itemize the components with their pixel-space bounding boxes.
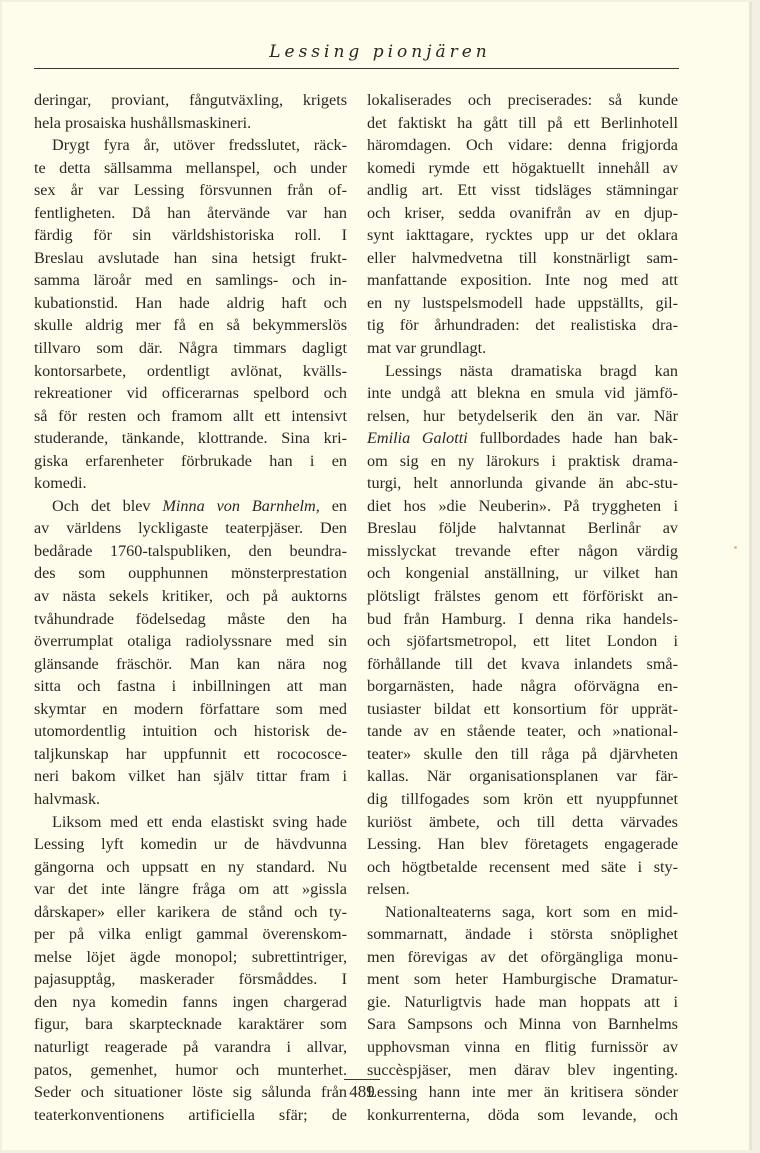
- text-line: häromdagen. Och vidare: denna frigjorda: [367, 136, 678, 155]
- text-line: misslyckat trevande efter någon värdig: [367, 541, 678, 560]
- text-line: teater» skulle den till råga på djärvheten: [367, 744, 678, 763]
- text-line: turgi, helt annorlunda givande än abc-stu-: [367, 474, 678, 493]
- text-line: studerande, tänkande, klottrande. Sina kri-: [34, 429, 347, 448]
- text-line: skulle aldrig mer få en så bekymmerslös: [34, 316, 347, 335]
- work-title: Emilia Galotti: [367, 429, 468, 448]
- text-line: Liksom med ett enda elastiskt sving hade: [52, 812, 347, 831]
- text-line: inte undgå att blekna en smula vid jämfö-: [367, 384, 678, 403]
- text-line: per på vilka enligt gammal överenskom-: [34, 925, 347, 944]
- text-line: naturligt reagerade på varandra i allvar,: [34, 1037, 347, 1056]
- text-line: kontorsarbete, ordentligt avlönat, kvälls-: [34, 361, 347, 380]
- text-line: bedårade 1760-talspubliken, den beundra-: [34, 541, 347, 560]
- text-line: neri bakom vilket han själv tittar fram i: [34, 767, 347, 786]
- text-line: Breslau avslutade han sina hetsigt frukt-: [34, 248, 347, 267]
- text-line: komedi rymde ett högaktuellt innehåll av: [367, 158, 678, 177]
- text-line: av världens lyckligaste teaterpjäser. Den: [34, 519, 347, 538]
- text-line: figur, bara skarptecknade karaktärer som: [34, 1015, 347, 1034]
- paper-speck: [734, 546, 737, 549]
- text-line: Breslau följde halvtannat Berlinår av: [367, 519, 678, 538]
- text-line: tig för århundraden: det realistiska dra-: [367, 316, 678, 335]
- text-line: samma läroår med en samlings- och in-: [34, 271, 347, 290]
- text-line: pajasupptåg, maskerader försmåddes. I: [34, 970, 347, 989]
- text-line: Nationalteaterns saga, kort som en mid-: [385, 902, 678, 921]
- text-line: relsen, hur betydelserik den än var. När: [367, 406, 678, 425]
- text-line: tande av en stående teater, och »national-: [367, 722, 678, 741]
- text-line: om sig en ny lärokurs i praktisk drama-: [367, 451, 678, 470]
- text-line: diet hos »die Neuberin». På tryggheten i: [367, 496, 678, 515]
- text-line: synt iakttagare, rycktes upp ur det oklara: [367, 226, 678, 245]
- text-line: Emilia Galotti fullbordades hade han bak-: [367, 429, 678, 448]
- text-line: överrumplat otaliga radiolyssnare med sin: [34, 632, 347, 651]
- text-line: och kongenial anställning, ur vilket han: [367, 564, 678, 583]
- text-line: sitta och fastna i inbillningen att man: [34, 677, 347, 696]
- text-line: Lessing. Han blev företagets engagerade: [367, 835, 678, 854]
- text-line: patos, gemenhet, humor och munterhet.: [34, 1060, 347, 1079]
- text-line: kuriöst ämbete, och till detta värvades: [367, 812, 678, 831]
- text-line: dårskaper» eller karikera de stånd och ty-: [34, 902, 347, 921]
- text-line: en ny lustspelsmodell hade uppställts, gil-: [367, 293, 678, 312]
- text-column-left: [34, 89, 347, 1126]
- text-line: färdig för sin världshistoriska roll. I: [34, 226, 347, 245]
- text-line: sex år var Lessing försvunnen från of-: [34, 181, 347, 200]
- text-line: kubationstid. Han hade aldrig haft och: [34, 293, 347, 312]
- running-head: Lessing pionjären: [269, 42, 491, 62]
- text-line: succèspjäser, men därav blev ingenting.: [367, 1060, 678, 1079]
- header-rule: [34, 68, 679, 69]
- text-line: konkurrenterna, döda som levande, och: [367, 1105, 678, 1124]
- text-line: Lessing lyft komedin ur de hävdvunna: [34, 835, 347, 854]
- text-line: gängorna och uppsatt en ny standard. Nu: [34, 857, 347, 876]
- text-line: tvåhundrade födelsedag måste den ha: [34, 609, 347, 628]
- text-line: giska erfarenheter förbrukade han i en: [34, 451, 347, 470]
- text-line: komedi.: [34, 474, 87, 493]
- text-line: tusiaster bildat ett konsortium för upprät-: [367, 699, 678, 718]
- text-line: utomordentlig intuition och historisk de-: [34, 722, 347, 741]
- page-number: 489: [349, 1082, 375, 1101]
- text-line: borgarnästen, hade några oförvägna en-: [367, 677, 678, 696]
- text-line: bud från Hamburg. I denna rika handels-: [367, 609, 678, 628]
- text-line: glänsande fräschör. Man kan nära nog: [34, 654, 347, 673]
- text-line: det faktiskt ha gått till på ett Berlinhotell: [367, 113, 678, 132]
- text-line: Och det blev Minna von Barnhelm, en: [52, 496, 348, 515]
- text-line: deringar, proviant, fångutväxling, krigets: [34, 91, 347, 109]
- text-line: gie. Naturligtvis hade man hoppats att i: [367, 992, 678, 1011]
- text-line: sommarnatt, ändade i största snöplighet: [367, 925, 678, 944]
- text-line: Sara Sampsons och Minna von Barnhelms: [367, 1015, 678, 1034]
- text-line: så för resten och framom allt ett intensivt: [34, 406, 347, 425]
- text-line: av nästa sekels kritiker, och på auktorns: [34, 587, 347, 606]
- text-line: Seder och situationer löste sig sålunda från: [34, 1083, 347, 1102]
- text-line: melse löjet ägde monopol; subrettintriger,: [34, 947, 347, 966]
- text-line: ment som heter Hamburgische Dramatur-: [367, 970, 678, 989]
- text-line: och högtbetalde recensent med säte i sty-: [367, 857, 678, 876]
- text-line: hela prosaiska hushållsmaskineri.: [34, 113, 252, 132]
- text-line: den nya komedin fanns ingen chargerad: [34, 992, 347, 1011]
- text-line: fentligheten. Då han återvände var han: [34, 203, 347, 222]
- text-line: men förevigas av det oförgängliga monu-: [367, 947, 678, 966]
- text-line: kallas. När organisationsplanen var fär-: [367, 767, 678, 786]
- text-line: halvmask.: [34, 789, 101, 808]
- text-line: manfattande exposition. Inte nog med att: [367, 271, 678, 290]
- text-line: lokaliserades och preciserades: så kunde: [367, 91, 678, 109]
- text-line: dig tillfogades som krön ett nyuppfunnet: [367, 789, 678, 808]
- text-line: Lessings nästa dramatiska bragd kan: [385, 361, 678, 380]
- text-line: taljkunskap har uppfunnit ett rococosce-: [34, 744, 347, 763]
- text-line: och sjöfartsmetropol, ett litet London i: [367, 632, 678, 651]
- text-line: Drygt fyra år, utöver fredsslutet, räck-: [52, 136, 347, 155]
- folio-rule: [344, 1079, 380, 1080]
- text-line: tillvaro som där. Några timmars dagligt: [34, 339, 347, 358]
- text-line: upphovsman vinna en flitig furnissör av: [367, 1037, 678, 1056]
- text-line: var det inte längre fråga om att »gissla: [34, 880, 347, 899]
- text-line: eller halvmedvetna till konstnärligt sam-: [367, 248, 678, 267]
- text-line: relsen.: [367, 880, 410, 899]
- text-line: des som oupphunnen mönsterprestation: [34, 564, 347, 583]
- text-line: rekreationer vid officerarnas spelbord och: [34, 384, 347, 403]
- text-line: andlig art. Ett visst tidsläges stämningar: [367, 181, 678, 200]
- text-column-right: [367, 89, 678, 1126]
- text-line: skymtar en modern författare som med: [34, 699, 347, 718]
- text-line: förhållande till det kvava inlandets små-: [367, 654, 678, 673]
- text-line: plötsligt frälstes genom ett förföriskt an-: [367, 587, 678, 606]
- text-line: mat var grundlagt.: [367, 339, 487, 358]
- text-line: te detta sällsamma mellanspel, och under: [34, 158, 347, 177]
- text-line: teaterkonventionens artificiella sfär; de: [34, 1105, 347, 1124]
- text-line: och kriser, sedda ovanifrån av en djup-: [367, 203, 678, 222]
- work-title: Minna von Barnhelm,: [162, 496, 320, 515]
- text-line: Lessing hann inte mer än kritisera sönder: [367, 1083, 678, 1102]
